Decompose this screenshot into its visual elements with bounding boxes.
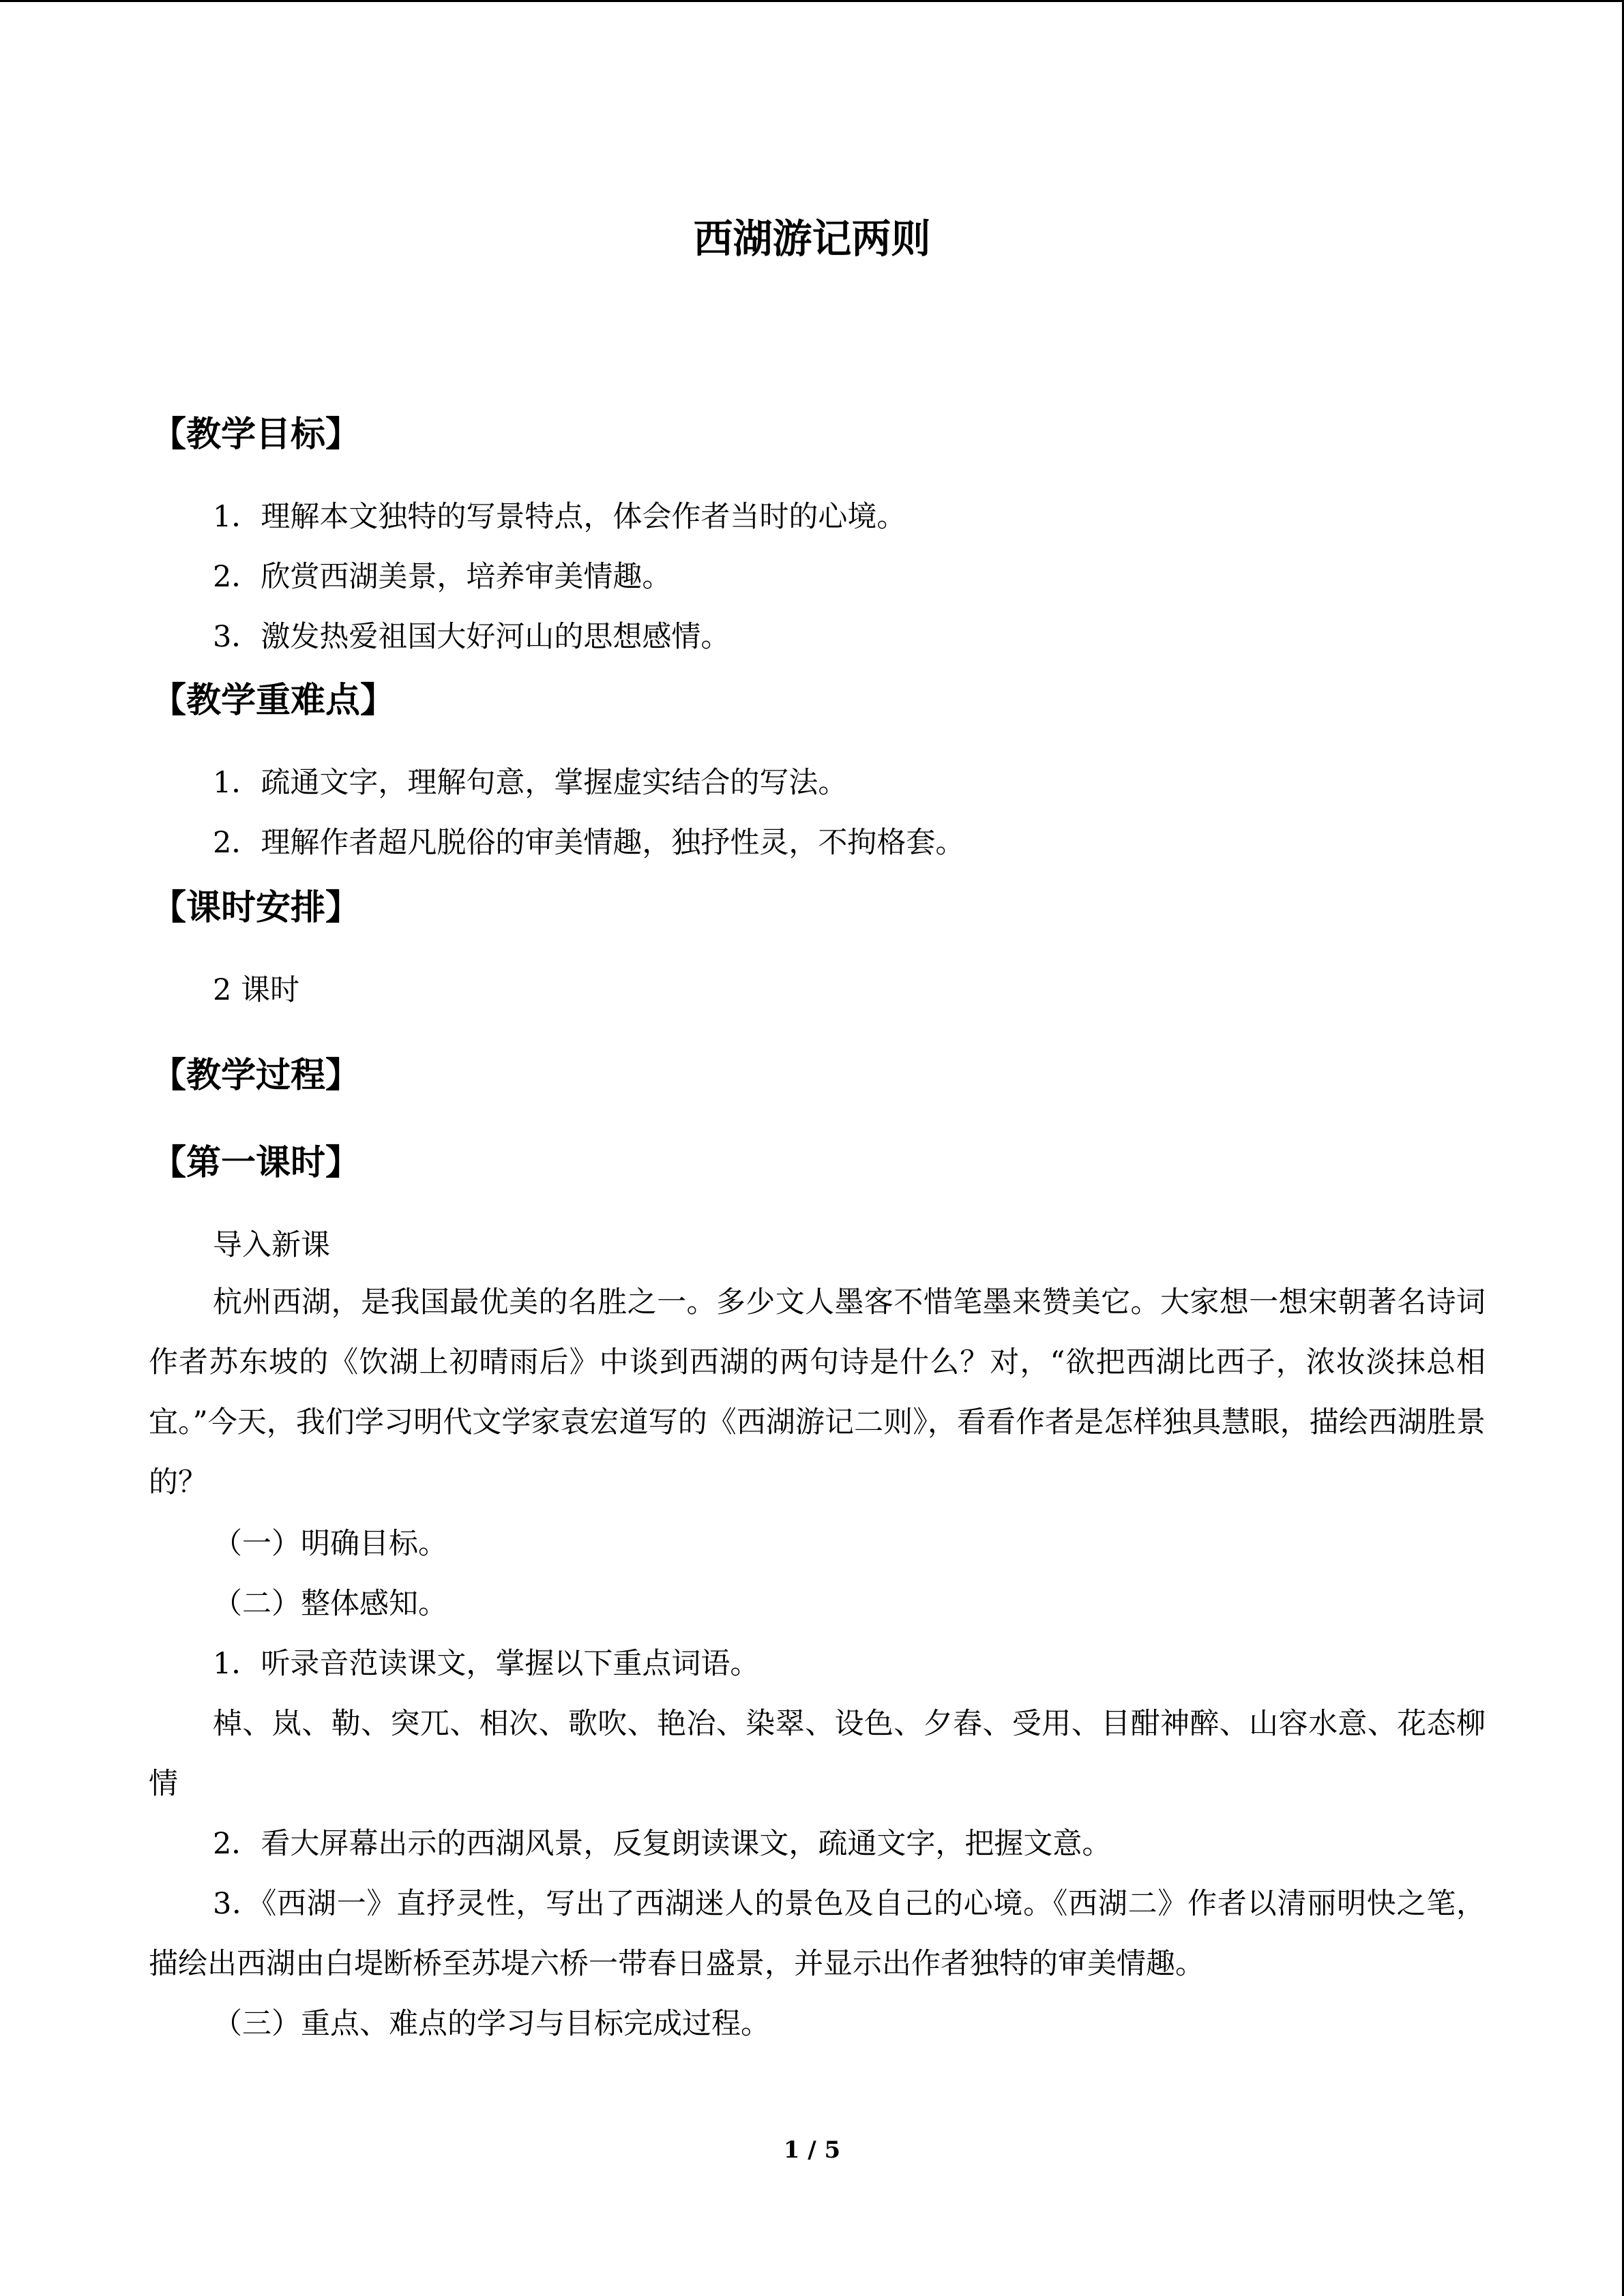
page-number: 1 / 5 (783, 2136, 841, 2164)
point-3: 3．《西湖一》直抒灵性，写出了西湖迷人的景色及自己的心境。《西湖二》作者以清丽明快之笔，描绘出西湖由白堤断桥至苏堤六桥一带春日盛景，并显示出作者独特的审美情趣。 (149, 1887, 1486, 1981)
section-heading-key-points: 【教学重难点】 (151, 680, 396, 721)
section-heading-objectives: 【教学目标】 (151, 414, 361, 455)
objective-item-2: 2．欣赏西湖美景，培养审美情趣。 (213, 560, 672, 594)
key-point-item-1: 1．疏通文字，理解句意，掌握虚实结合的写法。 (213, 766, 848, 800)
section-heading-process: 【教学过程】 (151, 1055, 361, 1096)
vocabulary-list: 棹、岚、勒、突兀、相次、歌吹、艳冶、染翠、设色、夕舂、受用、目酣神醉、山容水意、花态柳情 (149, 1707, 1486, 1801)
schedule-text: 2 课时 (213, 973, 300, 1007)
step-2: （二）整体感知。 (213, 1587, 447, 1621)
step-3: （三）重点、难点的学习与目标完成过程。 (213, 2007, 770, 2041)
document-title: 西湖游记两则 (693, 215, 931, 262)
intro-label: 导入新课 (213, 1228, 330, 1262)
point-1: 1．听录音范读课文，掌握以下重点词语。 (213, 1647, 760, 1681)
step-1: （一）明确目标。 (213, 1527, 447, 1561)
section-heading-first-lesson: 【第一课时】 (151, 1142, 361, 1183)
section-heading-schedule: 【课时安排】 (151, 887, 361, 928)
intro-paragraph: 杭州西湖，是我国最优美的名胜之一。多少文人墨客不惜笔墨来赞美它。大家想一想宋朝著名诗词作者苏东坡的《饮湖上初晴雨后》中谈到西湖的两句诗是什么？对，“欲把西湖比西子，浓妆淡抹总相宜。”今天，我们学习明代文学家袁宏道写的《西湖游记二则》，看看作者是怎样独具慧眼，描绘西湖胜景的？ (149, 1285, 1486, 1500)
objective-item-1: 1．理解本文独特的写景特点，体会作者当时的心境。 (213, 500, 906, 534)
point-2: 2．看大屏幕出示的西湖风景，反复朗读课文，疏通文字，把握文意。 (213, 1827, 1112, 1861)
key-point-item-2: 2．理解作者超凡脱俗的审美情趣，独抒性灵，不拘格套。 (213, 826, 965, 860)
objective-item-3: 3．激发热爱祖国大好河山的思想感情。 (213, 620, 730, 654)
